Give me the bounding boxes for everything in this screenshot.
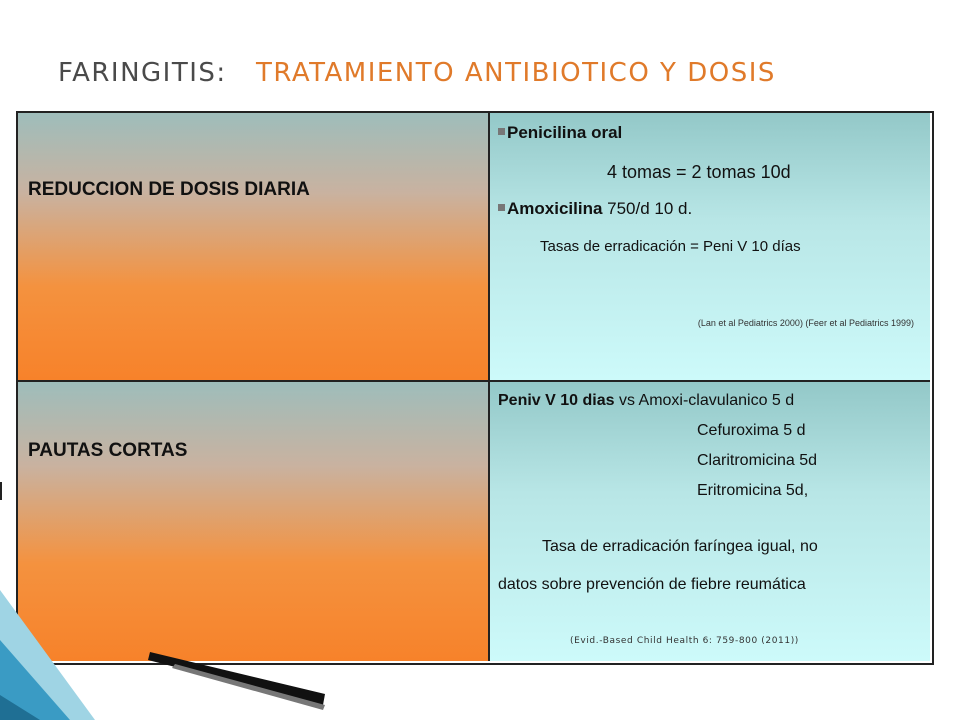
title-disease: FARINGITIS: xyxy=(58,58,227,88)
treatment-table xyxy=(16,111,934,665)
cefuroxima-line: Cefuroxima 5 d xyxy=(697,422,806,439)
tasas-line: Tasas de erradicación = Peni V 10 días xyxy=(540,238,801,255)
row2-content-cell xyxy=(490,382,930,661)
square-bullet-icon xyxy=(498,128,505,135)
square-bullet-icon xyxy=(498,204,505,211)
title-topic: TRATAMIENTO ANTIBIOTICO Y DOSIS xyxy=(255,58,776,88)
eritromicina-line: Eritromicina 5d, xyxy=(697,482,809,499)
row1-label: REDUCCION DE DOSIS DIARIA xyxy=(28,179,310,200)
row2-label: PAUTAS CORTAS xyxy=(28,440,188,461)
penicilina-item: Penicilina oral xyxy=(498,123,622,143)
tasa-line-2: datos sobre prevención de fiebre reumática xyxy=(498,576,806,593)
row1-reference: (Lan et al Pediatrics 2000) (Feer et al Pediatrics 1999) xyxy=(697,318,914,328)
stray-mark xyxy=(0,482,2,500)
dark-blue-wedge xyxy=(0,695,40,720)
claritromicina-line: Claritromicina 5d xyxy=(697,452,818,469)
tomas-line: 4 tomas = 2 tomas 10d xyxy=(607,162,791,182)
amoxicilina-item: Amoxicilina 750/d 10 d. xyxy=(498,199,692,219)
gray-swoosh xyxy=(172,664,325,710)
row1-content-cell xyxy=(490,113,930,382)
row2-label-cell xyxy=(18,382,490,661)
row2-reference: (Evid.-Based Child Health 6: 759-800 (2011)) xyxy=(570,636,799,646)
row1-label-cell xyxy=(18,113,490,382)
slide-title xyxy=(58,58,776,88)
peniv-line: Peniv V 10 dias vs Amoxi-clavulanico 5 d xyxy=(498,392,795,409)
tasa-line-1: Tasa de erradicación faríngea igual, no xyxy=(542,538,818,555)
